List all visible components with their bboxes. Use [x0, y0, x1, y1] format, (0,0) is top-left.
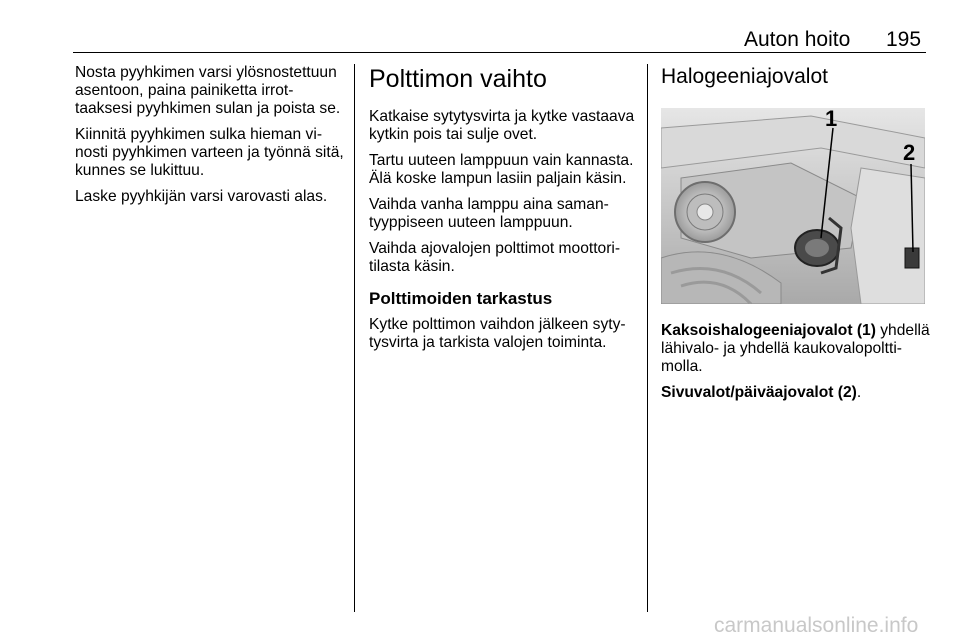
paragraph: Vaihda vanha lamppu aina samantyyppiseen uuteen lamppuun. [369, 196, 609, 231]
paragraph: Katkaise sytytysvirta ja kytke vastaava kytkin pois tai sulje ovet. [369, 108, 635, 143]
column-1 [75, 64, 345, 214]
section-heading: Polttimon vaihto [369, 65, 547, 93]
paragraph: Kytke polttimon vaihdon jälkeen sytytysvirta ja tarkista valojen toiminta. [369, 316, 626, 351]
item-1-text: yhdellä lähivalo- ja yhdellä kaukovalopolttimolla. [661, 322, 930, 375]
item-2-text: . [856, 384, 862, 401]
paragraph: Laske pyyhkijän varsi varovasti alas. [75, 188, 328, 205]
paragraph [661, 384, 931, 402]
column-divider-1 [354, 64, 355, 612]
page-header-title: Auton hoito [744, 28, 851, 51]
item-1-label: Kaksoishalogeeniajovalot (1) [661, 322, 876, 339]
headlight-figure [661, 108, 925, 304]
paragraph: Tartu uuteen lamppuun vain kannasta. Älä koske lampun lasiin paljain käsin. [369, 152, 634, 187]
column-divider-2 [647, 64, 648, 612]
header-divider [73, 52, 926, 53]
page-number: 195 [886, 28, 922, 51]
paragraph [661, 322, 931, 376]
paragraph: Kiinnitä pyyhkimen sulka hieman vinosti pyyhkimen varteen ja työnnä sitä, kunnes se lukittuu. [75, 126, 344, 179]
paragraph: Vaihda ajovalojen polttimot moottoritilasta käsin. [369, 240, 621, 275]
section-heading: Halogeeniajovalot [661, 65, 828, 88]
headlight-illustration [661, 108, 925, 304]
watermark: carmanualsonline.info [714, 614, 919, 637]
subsection-heading: Polttimoiden tarkastus [369, 289, 553, 308]
callout-2: 2 [903, 140, 916, 165]
callout-1: 1 [825, 108, 838, 131]
column-2 [369, 64, 637, 360]
column-3 [661, 64, 931, 410]
item-2-label: Sivuvalot/päiväajovalot (2) [661, 384, 857, 401]
paragraph: Nosta pyyhkimen varsi ylösnostettuun asentoon, paina painiketta irrottaaksesi pyyhkimen sulan ja poista se. [75, 64, 341, 117]
